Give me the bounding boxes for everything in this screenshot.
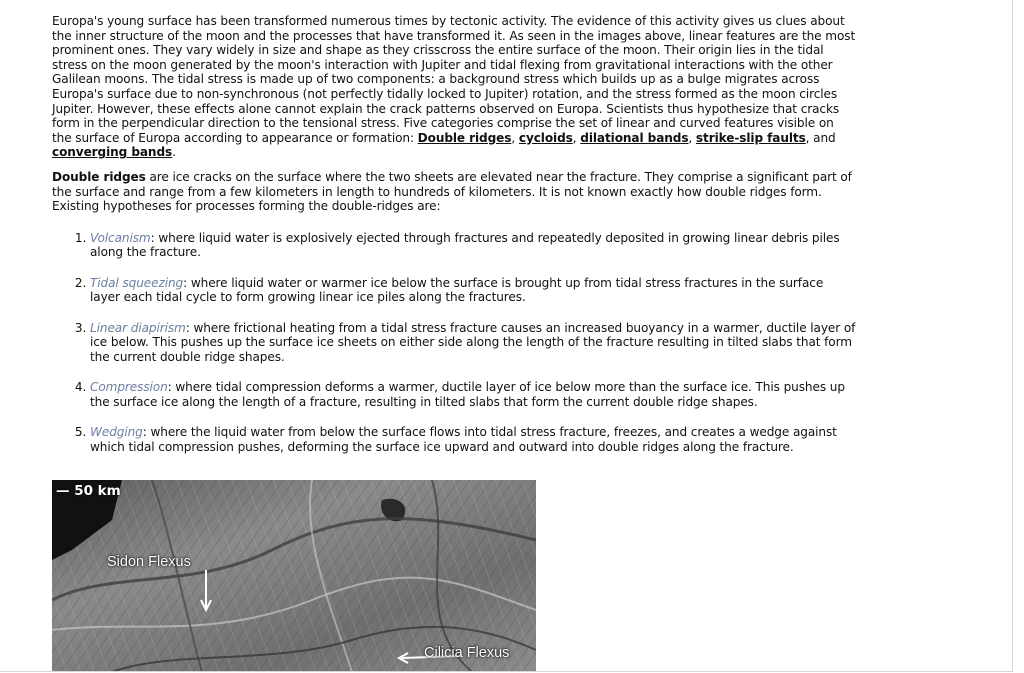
europa-terrain-graphic <box>52 480 536 672</box>
hypothesis-term: Compression <box>90 380 168 395</box>
double-ridges-text: are ice cracks on the surface where the two sheets are elevated near the fracture. They comprise a significant part of the surface and range from a few kilometers in length to hundreds of kilometers. It is not known exactly how double ridges form. Existing hypotheses for processes forming the double-ridges are: <box>52 169 852 214</box>
hypothesis-term: Tidal squeezing <box>90 275 184 290</box>
double-ridges-term: Double ridges <box>52 169 146 184</box>
list-item: 3. Linear diapirism: where frictional heating from a tidal stress fracture causes an increased buoyancy in a warmer, ductile layer of ice below. This pushes up the surface ice sheets on either side along the length of the fracture resulting in tilted slabs that form the current double ridge shapes. <box>90 321 856 365</box>
hypothesis-term: Linear diapirism <box>90 320 186 335</box>
link-converging-bands[interactable]: converging bands <box>52 145 173 160</box>
double-ridges-paragraph <box>52 170 856 214</box>
hypothesis-term: Wedging <box>90 425 143 440</box>
scale-bar-label: — 50 km <box>56 483 121 499</box>
list-item: 1. Volcanism: where liquid water is explosively ejected through fractures and repeatedly deposited in growing linear debris piles along the fracture. <box>90 231 856 260</box>
link-strike-slip-faults[interactable]: strike-slip faults <box>695 130 806 145</box>
hypotheses-list <box>52 231 856 455</box>
list-item: 2. Tidal squeezing: where liquid water or warmer ice below the surface is brought up from tidal stress fractures in the surface layer each tidal cycle to form growing linear ice piles along the fractures. <box>90 276 856 305</box>
list-item: 4. Compression: where tidal compression deforms a warmer, ductile layer of ice below more than the surface ice. This pushes up the surface ice along the length of a fracture, resulting in tilted slabs that form the current double ridge shapes. <box>90 380 856 409</box>
europa-surface-image <box>52 480 536 672</box>
hypothesis-term: Volcanism <box>90 230 151 245</box>
intro-paragraph: Europa's young surface has been transformed numerous times by tectonic activity. The evidence of this activity gives us clues about the inner structure of the moon and the processes that have transformed it. As seen in the images above, linear features are the most prominent ones. They vary widely in size and shape as they crisscross the entire surface of the moon. Their origin lies in the tidal stress on the moon generated by the moon's interaction with Jupiter and tidal flexing from gravitational interactions with the other Galilean moons. The tidal stress is made up of two components: a background stress which builds up as a bulge migrates across Europa's surface due to non-synchronous (not perfectly tidally locked to Jupiter) rotation, and the stress formed as the moon circles Jupiter. However, these effects alone cannot explain the crack patterns observed on Europa. Scientists thus hypothesize that cracks form in the perpendicular direction to the tensional stress. Five categories comprise the set of linear and curved features visible on the surface of Europa according to appearance or formation: Double ridges, cycloids, dilational bands, strike-slip faults, and converging bands. <box>52 14 856 160</box>
sidon-flexus-label: Sidon Flexus <box>107 554 191 570</box>
cilicia-flexus-label: Cilicia Flexus <box>424 645 510 661</box>
intro-text: Europa's young surface has been transformed numerous times by tectonic activity. The evidence of this activity gives us clues about the inner structure of the moon and the processes that have transformed it. As seen in the images above, linear features are the most prominent ones. They vary widely in size and shape as they crisscross the entire surface of the moon. Their origin lies in the tidal stress on the moon generated by the moon's interaction with Jupiter and tidal flexing from gravitational interactions with the other Galilean moons. The tidal stress is made up of two components: a background stress which builds up as a bulge migrates across Europa's surface due to non-synchronous (not perfectly tidally locked to Jupiter) rotation, and the stress formed as the moon circles Jupiter. However, these effects alone cannot explain the crack patterns observed on Europa. Scientists thus hypothesize that cracks form in the perpendicular direction to the tensional stress. Five categories comprise the set of linear and curved features visible on the surface of Europa according to appearance or formation: <box>52 14 856 145</box>
link-cycloids[interactable]: cycloids <box>518 130 573 145</box>
article-body <box>52 14 856 470</box>
list-item: 5. Wedging: where the liquid water from below the surface flows into tidal stress fracture, freezes, and creates a wedge against which tidal compression pushes, deforming the surface ice upward and outward into double ridges along the fracture. <box>90 425 856 454</box>
link-double-ridges[interactable]: Double ridges <box>417 130 512 145</box>
link-dilational-bands[interactable]: dilational bands <box>580 130 689 145</box>
